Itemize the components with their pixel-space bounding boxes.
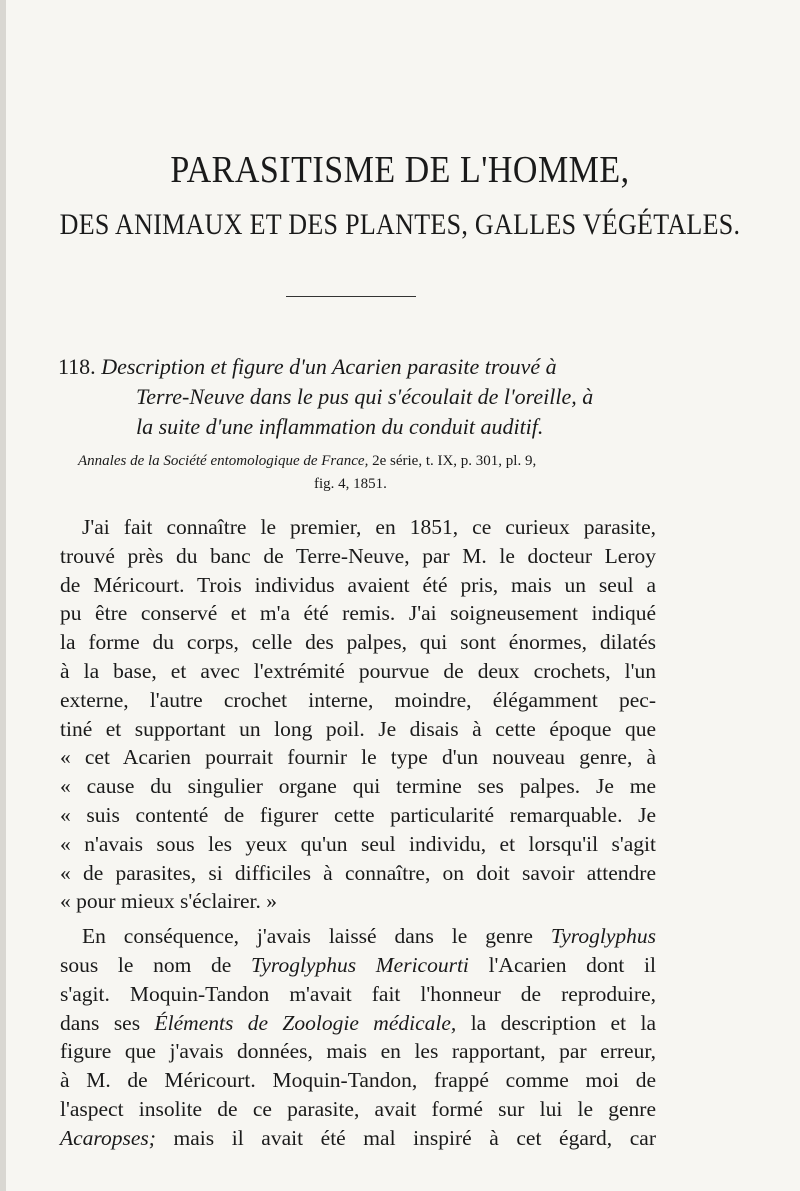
text-line: « de parasites, si difficiles à connaître, on doit savoir attendre	[60, 860, 656, 885]
section-heading-line: Terre-Neuve dans le pus qui s'écoulait de l'oreille, à	[136, 384, 594, 409]
text-line: « suis contenté de figurer cette particularité remarquable. Je	[60, 802, 656, 827]
text-segment: mais il avait été mal inspiré à cet égard, car	[155, 1125, 656, 1150]
page-title: PARASITISME DE L'HOMME,	[170, 149, 630, 192]
text-line	[60, 1066, 656, 1095]
text-line: de Méricourt. Trois individus avaient été pris, mais un seul a	[60, 572, 656, 597]
text-segment: s'agit. Moquin-Tandon m'avait fait l'honneur de reproduire,	[60, 981, 656, 1006]
text-segment: la description et la	[456, 1010, 657, 1035]
text-line: trouvé près du banc de Terre-Neuve, par M. le docteur Leroy	[60, 543, 656, 568]
text-line: « n'avais sous les yeux qu'un seul individu, et lorsqu'il s'agit	[60, 831, 656, 856]
bibliographic-reference	[78, 450, 728, 496]
text-line: « pour mieux s'éclairer. »	[60, 889, 278, 914]
italic-text: Éléments de Zoologie médicale,	[154, 1010, 457, 1035]
italic-text: Acaropses;	[60, 1125, 156, 1150]
body-text	[60, 513, 656, 1153]
text-line	[60, 922, 656, 951]
reference-line: fig. 4, 1851.	[314, 476, 387, 492]
page-subtitle: DES ANIMAUX ET DES PLANTES, GALLES VÉGÉTALES.	[59, 208, 741, 241]
reference-line	[78, 450, 728, 473]
text-line: à la base, et avec l'extrémité pourvue de deux crochets, l'un	[60, 658, 656, 683]
reference-journal: Annales de la Société entomologique de France,	[78, 453, 369, 469]
text-line	[60, 951, 656, 980]
section-heading-line	[58, 352, 738, 382]
text-line: tiné et supportant un long poil. Je disais à cette époque que	[60, 716, 656, 741]
text-segment: figure que j'avais données, mais en les rapportant, par erreur,	[60, 1039, 656, 1064]
paragraph	[60, 513, 656, 922]
text-segment: l'aspect insolite de ce parasite, avait formé sur lui le genre	[60, 1096, 656, 1121]
text-segment: à M. de Méricourt. Moquin-Tandon, frappé comme moi de	[60, 1068, 656, 1093]
text-line: J'ai fait connaître le premier, en 1851, ce curieux parasite,	[82, 515, 656, 539]
reference-details: 2e série, t. IX, p. 301, pl. 9,	[368, 453, 537, 469]
section-number: 118.	[58, 354, 96, 379]
text-line	[60, 1037, 656, 1066]
paragraph	[60, 922, 656, 1152]
text-line: « cause du singulier organe qui termine ses palpes. Je me	[60, 774, 656, 799]
text-line	[60, 1009, 656, 1038]
title-divider	[286, 296, 416, 297]
section-heading	[58, 352, 738, 442]
text-segment: sous le nom de	[60, 952, 251, 977]
text-line	[60, 980, 656, 1009]
italic-text: Tyroglyphus	[550, 924, 656, 949]
text-line: pu être conservé et m'a été remis. J'ai soigneusement indiqué	[60, 601, 656, 626]
text-segment: dans ses	[60, 1010, 155, 1035]
text-line: externe, l'autre crochet interne, moindre, élégamment pec-	[60, 687, 656, 712]
italic-text: Tyroglyphus Mericourti	[250, 952, 469, 977]
section-heading-text: Description et figure d'un Acarien parasite trouvé à	[101, 354, 557, 379]
text-segment: l'Acarien dont il	[468, 952, 656, 977]
text-line: « cet Acarien pourrait fournir le type d'un nouveau genre, à	[60, 745, 656, 770]
text-line	[60, 1095, 656, 1124]
text-segment: En conséquence, j'avais laissé dans le genre	[82, 924, 551, 949]
section-heading-line: la suite d'une inflammation du conduit auditif.	[136, 414, 544, 439]
text-line: la forme du corps, celle des palpes, qui sont énormes, dilatés	[60, 630, 656, 655]
text-line	[60, 1124, 656, 1153]
